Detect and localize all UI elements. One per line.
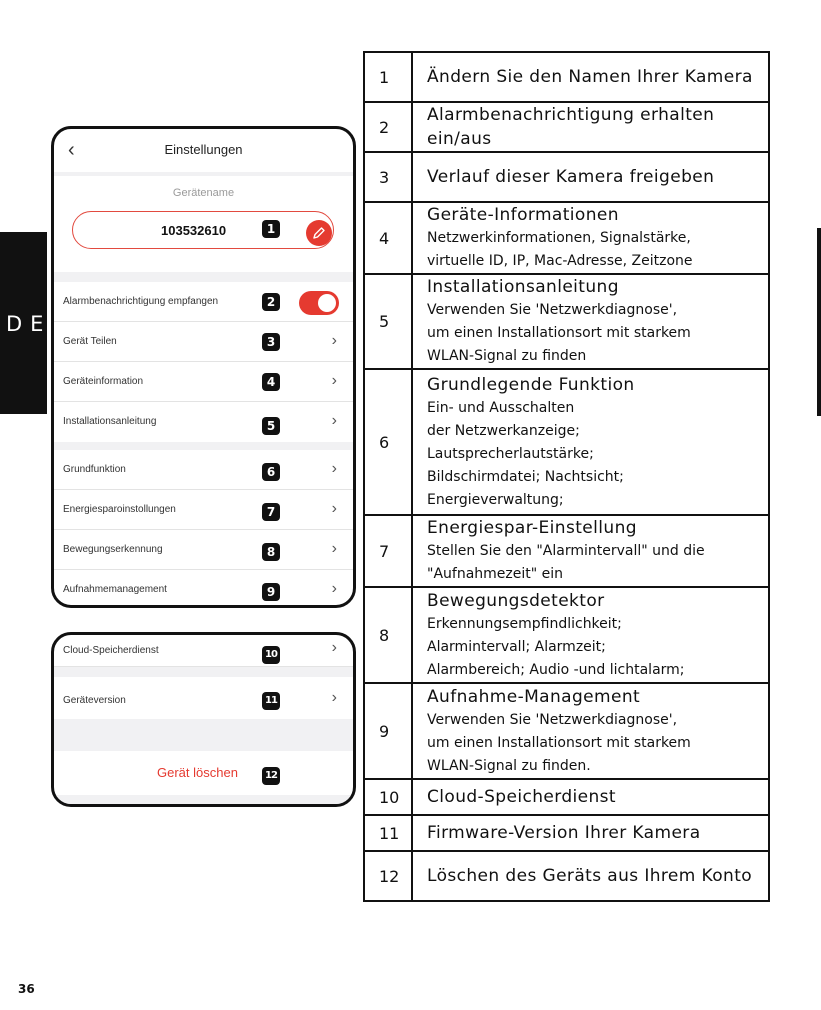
legend-number: 1 <box>364 52 412 102</box>
legend-title: Installationsanleitung <box>427 277 619 297</box>
device-name-value: 103532610 <box>161 223 227 238</box>
callout-badge-2: 2 <box>262 293 280 311</box>
legend-number: 10 <box>364 779 412 815</box>
legend-detail-line: Netzwerkinformationen, Signalstärke, <box>427 230 691 246</box>
legend-detail-line: Verwenden Sie 'Netzwerkdiagnose', <box>427 302 678 318</box>
chevron-right-icon: › <box>331 540 337 557</box>
legend-title: Verlauf dieser Kamera freigeben <box>427 167 715 187</box>
top-bar <box>54 129 353 172</box>
screen-title: Einstellungen <box>164 142 243 157</box>
row-energy-saving[interactable] <box>54 490 353 530</box>
chevron-right-icon: › <box>331 580 337 597</box>
row-label: Installationsanleitung <box>63 416 157 427</box>
section-gap <box>54 442 353 450</box>
row-label: Geräteinformation <box>63 376 144 387</box>
callout-badge-11: 11 <box>262 692 280 710</box>
callout-badge-10: 10 <box>262 646 280 664</box>
section-gap <box>54 719 353 751</box>
legend-description <box>412 152 769 202</box>
row-label: Cloud-Speicherdienst <box>63 645 159 656</box>
legend-row <box>364 683 769 779</box>
legend-description <box>412 515 769 587</box>
legend-description <box>412 102 769 152</box>
row-share-device[interactable] <box>54 322 353 362</box>
settings-phone-screen-continued <box>51 632 356 807</box>
legend-description <box>412 779 769 815</box>
legend-title: Ändern Sie den Namen Ihrer Kamera <box>427 67 753 87</box>
row-device-info[interactable] <box>54 362 353 402</box>
callout-badge-12: 12 <box>262 767 280 785</box>
device-name-label: Gerätename <box>172 187 235 199</box>
alarm-toggle[interactable] <box>299 291 339 315</box>
row-label: Alarmbenachrichtigung empfangen <box>63 296 219 307</box>
legend-description <box>412 202 769 274</box>
row-device-version[interactable] <box>54 677 353 719</box>
legend-description <box>412 369 769 515</box>
legend-number: 8 <box>364 587 412 683</box>
legend-row <box>364 152 769 202</box>
chevron-right-icon: › <box>331 639 337 656</box>
callout-badge-7: 7 <box>262 503 280 521</box>
legend-title: Löschen des Geräts aus Ihrem Konto <box>427 866 753 886</box>
callout-badge-6: 6 <box>262 463 280 481</box>
legend-detail-line: Stellen Sie den "Alarmintervall" und die <box>427 543 705 559</box>
legend-number: 3 <box>364 152 412 202</box>
section-gap <box>54 272 353 282</box>
legend-description <box>412 274 769 369</box>
legend-row <box>364 52 769 102</box>
section-gap <box>54 795 353 807</box>
legend-number: 9 <box>364 683 412 779</box>
legend-detail-line: Erkennungsempfindlichkeit; <box>427 615 622 632</box>
legend-number: 2 <box>364 102 412 152</box>
legend-detail-line: Alarmbereich; Audio -und lichtalarm; <box>427 661 685 678</box>
toggle-knob <box>318 294 336 312</box>
legend-number: 11 <box>364 815 412 851</box>
row-cloud-storage[interactable] <box>54 635 353 667</box>
legend-detail-line: Alarmintervall; Alarmzeit; <box>427 638 606 655</box>
legend-description <box>412 683 769 779</box>
legend-detail-line: Bildschirmdatei; Nachtsicht; <box>427 468 624 485</box>
legend-row <box>364 274 769 369</box>
edit-name-button[interactable] <box>306 220 332 246</box>
language-tab-label: DE <box>6 312 52 336</box>
legend-row <box>364 202 769 274</box>
legend-row <box>364 515 769 587</box>
row-label: Gerät Teilen <box>63 336 117 347</box>
legend-detail-line: WLAN-Signal zu finden <box>427 348 587 364</box>
callout-badge-3: 3 <box>262 333 280 351</box>
legend-detail-line: virtuelle ID, IP, Mac-Adresse, Zeitzone <box>427 253 693 269</box>
legend-detail-line: Lautsprecherlautstärke; <box>427 445 594 462</box>
legend-detail-line: Energieverwaltung; <box>427 491 564 508</box>
right-edge-marker <box>817 228 821 416</box>
callout-badge-8: 8 <box>262 543 280 561</box>
legend-description <box>412 587 769 683</box>
row-alarm-notification[interactable] <box>54 282 353 322</box>
legend-title: Bewegungsdetektor <box>427 590 605 611</box>
callout-badge-9: 9 <box>262 583 280 601</box>
legend-number: 4 <box>364 202 412 274</box>
pencil-icon <box>311 225 327 241</box>
divider <box>54 172 353 176</box>
chevron-right-icon: › <box>331 332 337 349</box>
legend-detail-line: Ein- und Ausschalten <box>427 399 575 416</box>
chevron-right-icon: › <box>331 500 337 517</box>
legend-row <box>364 815 769 851</box>
legend-row <box>364 851 769 901</box>
legend-description <box>412 815 769 851</box>
legend-number: 12 <box>364 851 412 901</box>
device-name-field[interactable] <box>72 211 334 249</box>
row-label: Energiesparoinstollungen <box>63 504 176 515</box>
legend-title: Geräte-Informationen <box>427 205 619 225</box>
page-number: 36 <box>18 982 35 996</box>
legend-row <box>364 779 769 815</box>
legend-number: 7 <box>364 515 412 587</box>
callout-badge-5: 5 <box>262 417 280 435</box>
legend-number: 5 <box>364 274 412 369</box>
section-gap <box>54 667 353 677</box>
row-recording-management[interactable] <box>54 570 353 608</box>
legend-number: 6 <box>364 369 412 515</box>
legend-table <box>363 51 770 902</box>
chevron-right-icon: › <box>331 689 337 706</box>
row-label: Aufnahmemanagement <box>63 584 167 595</box>
legend-detail-line: Verwenden Sie 'Netzwerkdiagnose', <box>427 711 678 728</box>
legend-detail-line: "Aufnahmezeit" ein <box>427 566 564 582</box>
callout-badge-1: 1 <box>262 220 280 238</box>
legend-detail-line: um einen Installationsort mit starkem <box>427 325 691 341</box>
row-label: Geräteversion <box>63 695 126 706</box>
chevron-right-icon: › <box>331 460 337 477</box>
chevron-right-icon: › <box>331 412 337 429</box>
legend-title: Aufnahme-Management <box>427 686 641 707</box>
legend-detail-line: um einen Installationsort mit starkem <box>427 734 691 751</box>
row-label: Bewegungserkennung <box>63 544 163 555</box>
legend-title: Cloud-Speicherdienst <box>427 787 616 807</box>
row-basic-function[interactable] <box>54 450 353 490</box>
legend-description <box>412 851 769 901</box>
row-motion-detection[interactable] <box>54 530 353 570</box>
legend-row <box>364 102 769 152</box>
legend-title: Alarmbenachrichtigung erhalten ein/aus <box>427 105 715 149</box>
back-arrow-icon[interactable]: ‹ <box>68 139 75 161</box>
legend-detail-line: der Netzwerkanzeige; <box>427 422 580 439</box>
legend-detail-line: WLAN-Signal zu finden. <box>427 757 591 774</box>
delete-device-button[interactable]: Gerät löschen <box>157 765 238 780</box>
legend-title: Firmware-Version Ihrer Kamera <box>427 823 701 843</box>
legend-title: Grundlegende Funktion <box>427 374 635 395</box>
legend-description <box>412 52 769 102</box>
row-label: Grundfunktion <box>63 464 126 475</box>
settings-phone-screen <box>51 126 356 608</box>
legend-row <box>364 369 769 515</box>
language-tab <box>0 232 52 414</box>
legend-title: Energiespar-Einstellung <box>427 518 637 538</box>
legend-row <box>364 587 769 683</box>
row-installation-guide[interactable] <box>54 402 353 442</box>
callout-badge-4: 4 <box>262 373 280 391</box>
chevron-right-icon: › <box>331 372 337 389</box>
